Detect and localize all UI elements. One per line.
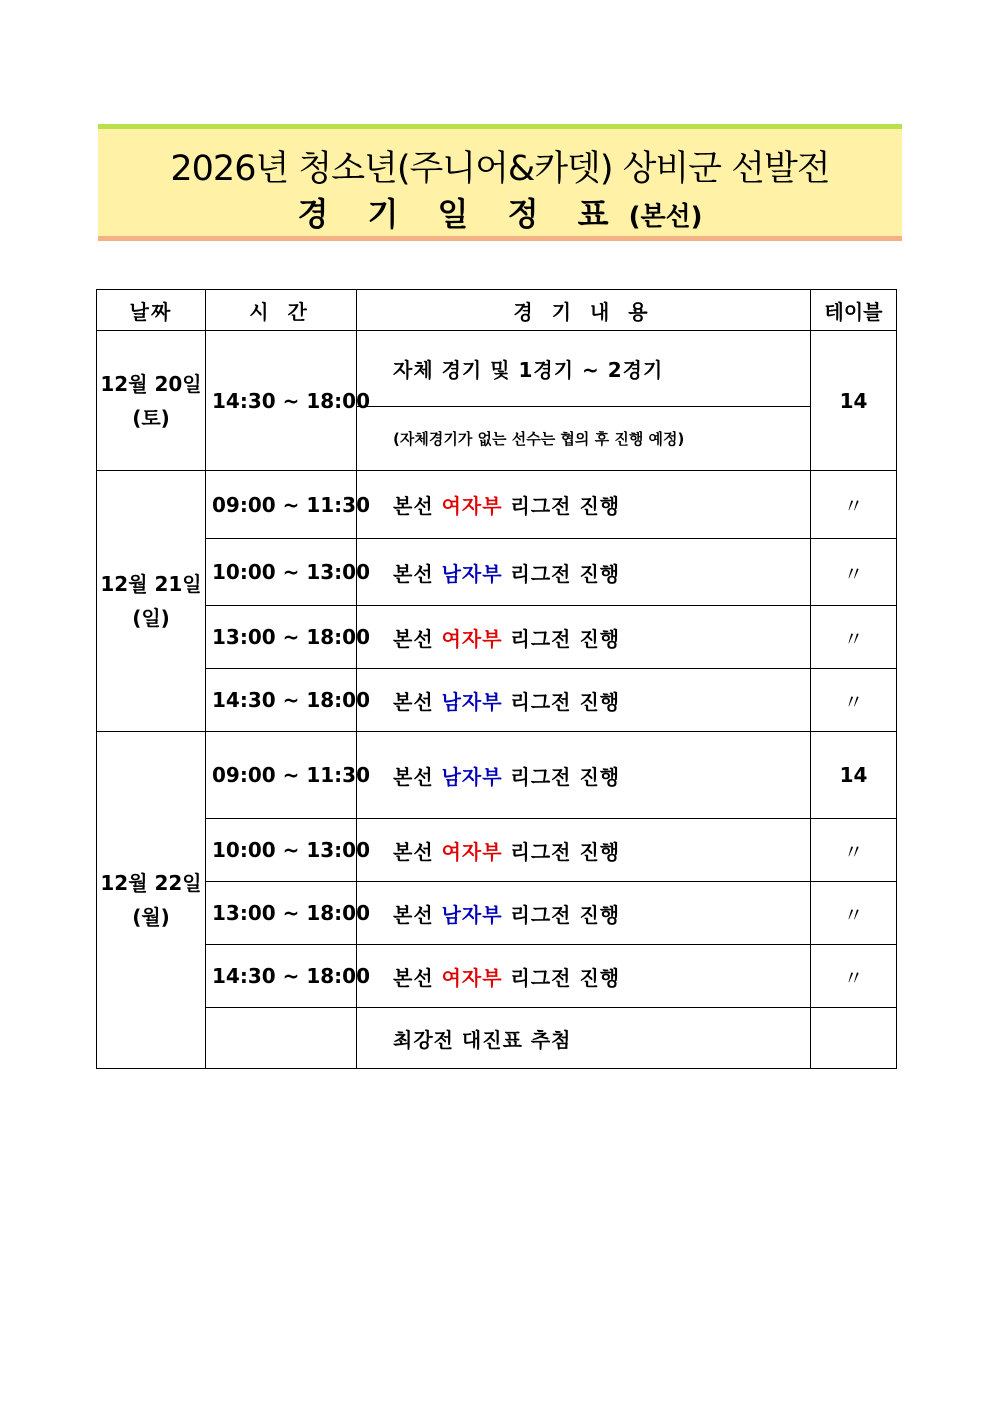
division-label: 여자부 xyxy=(441,626,503,651)
ditto-mark: 〃 xyxy=(843,839,864,864)
document-title: 2026년 청소년(주니어&카뎃) 상비군 선발전 xyxy=(170,149,830,189)
document-subtitle xyxy=(98,189,902,235)
table-row xyxy=(97,945,897,1008)
content-cell xyxy=(357,606,811,669)
table-row xyxy=(97,471,897,539)
header-row xyxy=(97,290,897,331)
time-cell: 09:00 ~ 11:30 xyxy=(206,732,357,819)
table-row xyxy=(97,732,897,819)
league-label: 리그전 진행 xyxy=(510,494,621,518)
content-cell xyxy=(357,669,811,732)
note-cell: (자체경기가 없는 선수는 협의 후 진행 예정) xyxy=(357,407,811,471)
header-date: 날짜 xyxy=(97,290,206,331)
date-label: 12월 20일 xyxy=(100,371,202,396)
league-label: 리그전 진행 xyxy=(510,902,621,927)
ditto-mark: 〃 xyxy=(843,494,864,518)
league-label: 리그전 진행 xyxy=(510,626,621,651)
content-cell xyxy=(357,471,811,539)
division-label: 남자부 xyxy=(441,764,503,789)
table-row xyxy=(97,819,897,882)
league-label: 리그전 진행 xyxy=(510,764,621,789)
title-banner xyxy=(98,124,902,241)
ditto-mark: 〃 xyxy=(843,965,864,990)
league-label: 리그전 진행 xyxy=(510,561,621,586)
header-content: 경 기 내 용 xyxy=(357,290,811,331)
schedule-table xyxy=(96,289,897,1069)
weekday-label: (월) xyxy=(132,905,170,929)
content-cell xyxy=(357,732,811,819)
ditto-mark: 〃 xyxy=(843,626,864,651)
time-cell: 13:00 ~ 18:00 xyxy=(206,882,357,945)
weekday-label: (일) xyxy=(132,606,170,630)
time-cell xyxy=(206,1008,357,1069)
schedule-heading: 경 기 일 정 표 xyxy=(297,195,623,233)
content-cell xyxy=(357,819,811,882)
time-cell: 10:00 ~ 13:00 xyxy=(206,539,357,606)
division-label: 여자부 xyxy=(441,494,503,518)
stage-word: 본선 xyxy=(393,494,434,518)
stage-word: 본선 xyxy=(393,764,434,789)
table-count-cell xyxy=(811,882,897,945)
stage-word: 본선 xyxy=(393,839,434,864)
date-label: 12월 21일 xyxy=(100,572,202,596)
time-cell: 14:30 ~ 18:00 xyxy=(206,945,357,1008)
content-cell xyxy=(357,882,811,945)
table-count-cell: 14 xyxy=(811,732,897,819)
table-count-cell xyxy=(811,471,897,539)
division-label: 남자부 xyxy=(441,561,503,586)
stage-word: 본선 xyxy=(393,561,434,586)
time-cell: 13:00 ~ 18:00 xyxy=(206,606,357,669)
weekday-label: (토) xyxy=(132,405,170,430)
table-row xyxy=(97,606,897,669)
table-row xyxy=(97,331,897,407)
ditto-mark: 〃 xyxy=(843,902,864,927)
table-count-cell xyxy=(811,945,897,1008)
table-count-cell: 14 xyxy=(811,331,897,471)
table-count-cell xyxy=(811,669,897,732)
date-label: 12월 22일 xyxy=(100,871,202,895)
ditto-mark: 〃 xyxy=(843,561,864,586)
time-cell: 14:30 ~ 18:00 xyxy=(206,669,357,732)
date-cell xyxy=(97,471,206,732)
header-table: 테이블 xyxy=(811,290,897,331)
content-cell: 최강전 대진표 추첨 xyxy=(357,1008,811,1069)
division-label: 여자부 xyxy=(441,965,503,990)
time-cell: 14:30 ~ 18:00 xyxy=(206,331,357,471)
ditto-mark: 〃 xyxy=(843,689,864,714)
division-label: 남자부 xyxy=(441,689,503,714)
stage-word: 본선 xyxy=(393,902,434,927)
league-label: 리그전 진행 xyxy=(510,965,621,990)
stage-word: 본선 xyxy=(393,965,434,990)
table-row xyxy=(97,539,897,606)
stage-word: 본선 xyxy=(393,689,434,714)
date-cell xyxy=(97,732,206,1069)
table-count-cell xyxy=(811,606,897,669)
time-cell: 10:00 ~ 13:00 xyxy=(206,819,357,882)
table-row xyxy=(97,669,897,732)
header-time: 시 간 xyxy=(206,290,357,331)
time-cell: 09:00 ~ 11:30 xyxy=(206,471,357,539)
division-label: 남자부 xyxy=(441,902,503,927)
stage-word: 본선 xyxy=(393,626,434,651)
league-label: 리그전 진행 xyxy=(510,839,621,864)
division-label: 여자부 xyxy=(441,839,503,864)
content-cell: 자체 경기 및 1경기 ~ 2경기 xyxy=(357,331,811,407)
stage-label: (본선) xyxy=(628,202,703,232)
content-cell xyxy=(357,539,811,606)
table-count-cell xyxy=(811,819,897,882)
date-cell xyxy=(97,331,206,471)
content-cell xyxy=(357,945,811,1008)
table-count-cell xyxy=(811,539,897,606)
table-row xyxy=(97,1008,897,1069)
table-row xyxy=(97,882,897,945)
table-count-cell xyxy=(811,1008,897,1069)
league-label: 리그전 진행 xyxy=(510,689,621,714)
